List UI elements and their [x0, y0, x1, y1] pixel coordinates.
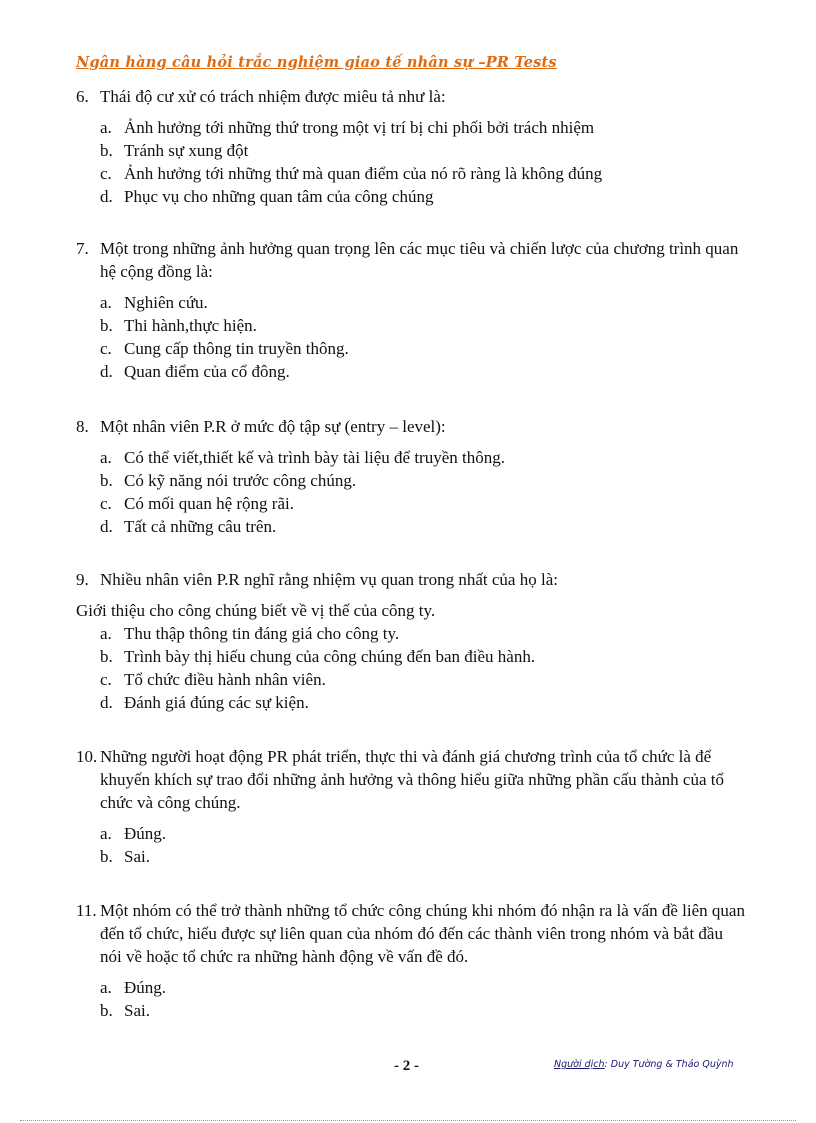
question-text: Một nhóm có thể trở thành những tổ chức công chúng khi nhóm đó nhận ra là vấn đề liên quan đến tổ chức, hiểu được sự liên quan của nhóm đó đến các thành viên trong nhóm và bắt đầu nói về hoặc tổ chức ra những hành động về vấn đề đó. [100, 901, 745, 966]
option [100, 314, 746, 337]
option-letter: b. [100, 316, 113, 335]
question-number: 7. [76, 239, 89, 258]
question-text: Những người hoạt động PR phát triển, thực thi và đánh giá chương trình của tổ chức là để khuyến khích sự trao đổi những ảnh hưởng và thông hiểu giữa những phần cấu thành của tổ chức và công chúng. [100, 747, 724, 812]
option [100, 492, 746, 515]
translator-names: : Duy Tường & Thảo Quỳnh [604, 1059, 734, 1070]
option [100, 291, 746, 314]
option-letter: a. [100, 448, 112, 467]
option [100, 469, 746, 492]
option [100, 360, 746, 383]
option-letter: b. [100, 847, 113, 866]
option [100, 691, 746, 714]
option [100, 645, 746, 668]
option-letter: b. [100, 141, 113, 160]
option [100, 976, 746, 999]
option-text: Sai. [124, 1001, 150, 1020]
option-letter: a. [100, 293, 112, 312]
question-text: Một nhân viên P.R ở mức độ tập sự (entry – level): [100, 417, 446, 436]
option-text: Ảnh hưởng tới những thứ trong một vị trí bị chi phối bởi trách nhiệm [124, 118, 595, 137]
question-8 [76, 415, 746, 538]
option-text: Tránh sự xung đột [124, 141, 249, 160]
option-text: Nghiên cứu. [124, 293, 208, 312]
option-letter: c. [100, 339, 112, 358]
option-letter: d. [100, 362, 113, 381]
question-9 [76, 568, 746, 714]
option [100, 822, 746, 845]
translator-label: Người dịch [554, 1059, 605, 1070]
page-header: Ngân hàng câu hỏi trắc nghiệm giao tế nhân sự –PR Tests [76, 54, 557, 71]
option-letter: a. [100, 118, 112, 137]
option [100, 622, 746, 645]
question-number: 8. [76, 417, 89, 436]
option [100, 999, 746, 1022]
option-text: Sai. [124, 847, 150, 866]
question-7 [76, 237, 746, 383]
option-letter: d. [100, 693, 113, 712]
question-intro: Giới thiệu cho công chúng biết về vị thế của công ty. [76, 601, 436, 620]
question-number: 9. [76, 570, 89, 589]
page-number: - 2 - [394, 1058, 419, 1074]
option [100, 515, 746, 538]
option-letter: a. [100, 624, 112, 643]
question-6 [76, 85, 746, 208]
question-text: Thái độ cư xử có trách nhiệm được miêu tả như là: [100, 87, 446, 106]
question-text: Một trong những ảnh hưởng quan trọng lên các mục tiêu và chiến lược của chương trình quan hệ cộng đồng là: [100, 239, 739, 281]
option-text: Tổ chức điều hành nhân viên. [124, 670, 326, 689]
option-text: Thu thập thông tin đáng giá cho công ty. [124, 624, 400, 643]
option-text: Đúng. [124, 824, 167, 843]
option-letter: b. [100, 1001, 113, 1020]
option-text: Đúng. [124, 978, 167, 997]
question-number: 11. [76, 901, 97, 920]
option [100, 845, 746, 868]
option-letter: d. [100, 517, 113, 536]
option [100, 139, 746, 162]
option [100, 116, 746, 139]
option-text: Có thể viết,thiết kế và trình bày tài liệu để truyền thông. [124, 448, 505, 467]
option-letter: c. [100, 670, 112, 689]
option-letter: a. [100, 978, 112, 997]
option-letter: c. [100, 494, 112, 513]
option-text: Tất cả những câu trên. [124, 517, 277, 536]
option-text: Có kỹ năng nói trước công chúng. [124, 471, 357, 490]
question-number: 10. [76, 747, 98, 766]
page-bottom-rule [20, 1120, 796, 1121]
question-10 [76, 745, 746, 868]
option-text: Cung cấp thông tin truyền thông. [124, 339, 349, 358]
question-11 [76, 899, 746, 1022]
translator-credit [554, 1059, 734, 1070]
option-text: Trình bày thị hiếu chung của công chúng đến ban điều hành. [124, 647, 536, 666]
option [100, 668, 746, 691]
option [100, 162, 746, 185]
option-text: Đánh giá đúng các sự kiện. [124, 693, 309, 712]
option-text: Phục vụ cho những quan tâm của công chúng [124, 187, 434, 206]
option [100, 446, 746, 469]
option-letter: b. [100, 471, 113, 490]
option-letter: c. [100, 164, 112, 183]
option-letter: b. [100, 647, 113, 666]
option-letter: d. [100, 187, 113, 206]
option [100, 337, 746, 360]
option-text: Ảnh hưởng tới những thứ mà quan điểm của nó rõ ràng là không đúng [124, 164, 603, 183]
question-number: 6. [76, 87, 89, 106]
option-text: Có mối quan hệ rộng rãi. [124, 494, 294, 513]
option [100, 185, 746, 208]
option-text: Thi hành,thực hiện. [124, 316, 257, 335]
option-letter: a. [100, 824, 112, 843]
question-text: Nhiều nhân viên P.R nghĩ rằng nhiệm vụ quan trong nhất của họ là: [100, 570, 558, 589]
option-text: Quan điểm của cổ đông. [124, 362, 290, 381]
